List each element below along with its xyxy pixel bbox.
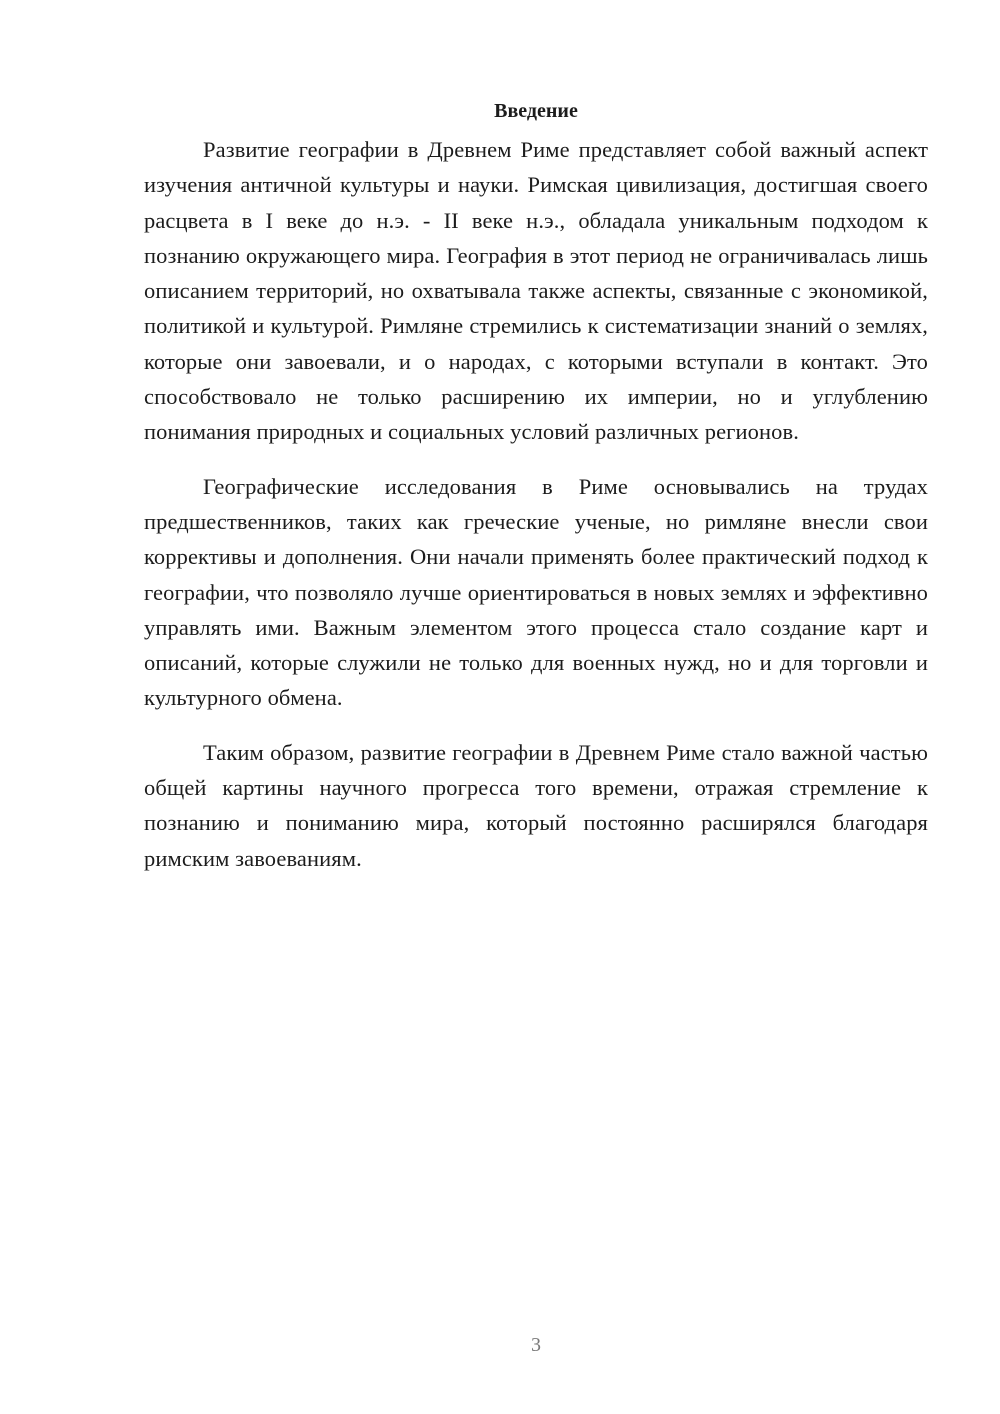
section-heading: Введение bbox=[494, 100, 578, 122]
page-number: 3 bbox=[531, 1334, 541, 1356]
paragraph-3: Таким образом, развитие географии в Древнем Риме стало важной частью общей картины научного прогресса того времени, отражая стремление к познанию и пониманию мира, который постоянно расширялся благодаря римским завоеваниям. bbox=[144, 739, 928, 871]
paragraph-2: Географические исследования в Риме основывались на трудах предшественников, таких как греческие ученые, но римляне внесли свои коррективы и дополнения. Они начали применять более практический подход к географии, что позволяло лучше ориентироваться в новых землях и эффективно управлять ими. Важным элементом этого процесса стало создание карт и описаний, которые служили не только для военных нужд, но и для торговли и культурного обмена. bbox=[144, 473, 928, 711]
page-content bbox=[144, 96, 928, 895]
paragraph-1: Развитие географии в Древнем Риме представляет собой важный аспект изучения античной культуры и науки. Римская цивилизация, достигшая своего расцвета в I веке до н.э. - II веке н.э., обладала уникальным подходом к познанию окружающего мира. География в этот период не ограничивалась лишь описанием территорий, но охватывала также аспекты, связанные с экономикой, политикой и культурой. Римляне стремились к систематизации знаний о землях, которые они завоевали, и о народах, с которыми вступали в контакт. Это способствовало не только расширению их империи, но и углублению понимания природных и социальных условий различных регионов. bbox=[144, 137, 928, 445]
